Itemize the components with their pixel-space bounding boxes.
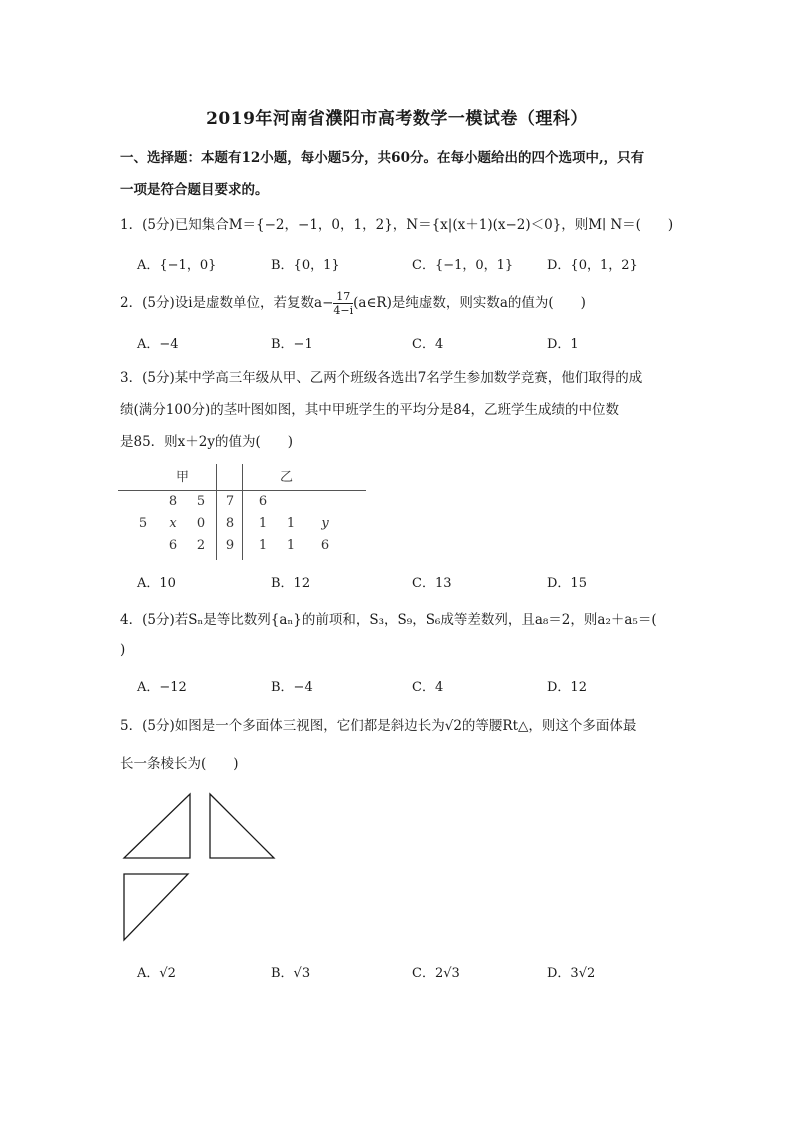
- question-4-line1: 4．(5分)若Sₙ是等比数列{aₙ}的前项和，S₃，S₉，S₆成等差数列，且a₈＝2，则a₂＋a₅＝(: [120, 612, 657, 628]
- q4-option-a[interactable]: A．−12: [137, 680, 187, 695]
- stem-leaf-stem: 9: [225, 538, 235, 553]
- question-5-line1: 5．(5分)如图是一个多面体三视图，它们都是斜边长为√2的等腰Rt△，则这个多面体最: [120, 718, 637, 734]
- q2-option-b[interactable]: B．−1: [271, 337, 313, 352]
- stem-leaf-left-leaf: 2: [196, 538, 206, 553]
- q5-option-b[interactable]: B．√3: [271, 966, 311, 981]
- stem-leaf-right-leaf: 1: [258, 516, 268, 531]
- stem-leaf-header-left: 甲: [176, 470, 190, 485]
- top-view-triangle: [124, 874, 188, 940]
- q3-option-b[interactable]: B．12: [271, 576, 311, 591]
- q2-text-post: (a∈R)是纯虚数，则实数a的值为( ): [353, 295, 586, 311]
- question-3-line1: 3．(5分)某中学高三年级从甲、乙两个班级各选出7名学生参加数学竞赛，他们取得的成: [120, 370, 643, 386]
- question-4-line2: ): [120, 642, 126, 658]
- q2-fraction: [333, 290, 353, 317]
- section-heading-line1: 一、选择题：本题有12小题，每小题5分，共60分。在每小题给出的四个选项中,，只有: [120, 150, 645, 166]
- q2-option-c[interactable]: C．4: [412, 337, 444, 352]
- stem-leaf-left-leaf: x: [169, 516, 177, 531]
- section-heading-line2: 一项是符合题目要求的。: [120, 182, 269, 198]
- q1-option-a[interactable]: A．{−1，0}: [137, 258, 217, 273]
- q2-text-pre: 2．(5分)设i是虚数单位，若复数a−: [120, 295, 334, 311]
- q4-option-c[interactable]: C．4: [412, 680, 444, 695]
- q2-option-d[interactable]: D．1: [547, 337, 579, 352]
- stem-leaf-right-leaf: 6: [258, 494, 268, 509]
- stem-leaf-right-leaf: 1: [286, 516, 296, 531]
- q3-option-d[interactable]: D．15: [547, 576, 587, 591]
- stem-leaf-right-leaf: 1: [258, 538, 268, 553]
- stem-leaf-header-right: 乙: [280, 470, 294, 485]
- stem-leaf-stem: 8: [225, 516, 235, 531]
- q1-option-b[interactable]: B．{0，1}: [271, 258, 340, 273]
- stem-leaf-left-leaf: 5: [196, 494, 206, 509]
- q4-option-d[interactable]: D．12: [547, 680, 587, 695]
- question-1-text: 1．(5分)已知集合M＝{−2，−1，0，1，2}，N＝{x|(x＋1)(x−2)＜0}，则M∣ N＝( ): [120, 217, 674, 233]
- question-2-text: [120, 290, 586, 317]
- page-title: 2019年河南省濮阳市高考数学一模试卷（理科）: [206, 109, 588, 129]
- q3-option-a[interactable]: A．10: [137, 576, 176, 591]
- question-3-line2: 绩(满分100分)的茎叶图如图，其中甲班学生的平均分是84，乙班学生成绩的中位数: [120, 402, 619, 418]
- question-3-line3: 是85．则x＋2y的值为( ): [120, 434, 294, 450]
- q2-fraction-denominator: 4−i: [333, 304, 354, 317]
- q2-option-a[interactable]: A．−4: [137, 337, 179, 352]
- stem-leaf-right-leaf: 1: [286, 538, 296, 553]
- q5-option-a[interactable]: A．√2: [137, 966, 176, 981]
- front-view-triangle: [124, 794, 190, 858]
- q2-fraction-numerator: 17: [333, 290, 353, 304]
- q4-option-b[interactable]: B．−4: [271, 680, 313, 695]
- q5-option-d[interactable]: D．3√2: [547, 966, 596, 981]
- three-view-figure: [118, 788, 282, 948]
- stem-leaf-left-leaf: 5: [138, 516, 148, 531]
- stem-leaf-left-leaf: 0: [196, 516, 206, 531]
- q3-option-c[interactable]: C．13: [412, 576, 452, 591]
- stem-leaf-stem: 7: [225, 494, 235, 509]
- q5-option-c[interactable]: C．2√3: [412, 966, 460, 981]
- q1-option-c[interactable]: C．{−1，0，1}: [412, 258, 514, 273]
- stem-leaf-right-leaf: y: [321, 516, 329, 531]
- question-5-line2: 长一条棱长为( ): [120, 756, 239, 772]
- stem-leaf-left-leaf: 8: [168, 494, 178, 509]
- side-view-triangle: [210, 794, 274, 858]
- q1-option-d[interactable]: D．{0，1，2}: [547, 258, 638, 273]
- stem-leaf-right-leaf: 6: [320, 538, 330, 553]
- stem-leaf-divider-left: [216, 464, 217, 560]
- stem-leaf-left-leaf: 6: [168, 538, 178, 553]
- stem-leaf-plot: [118, 464, 366, 560]
- stem-leaf-divider-right: [242, 464, 243, 560]
